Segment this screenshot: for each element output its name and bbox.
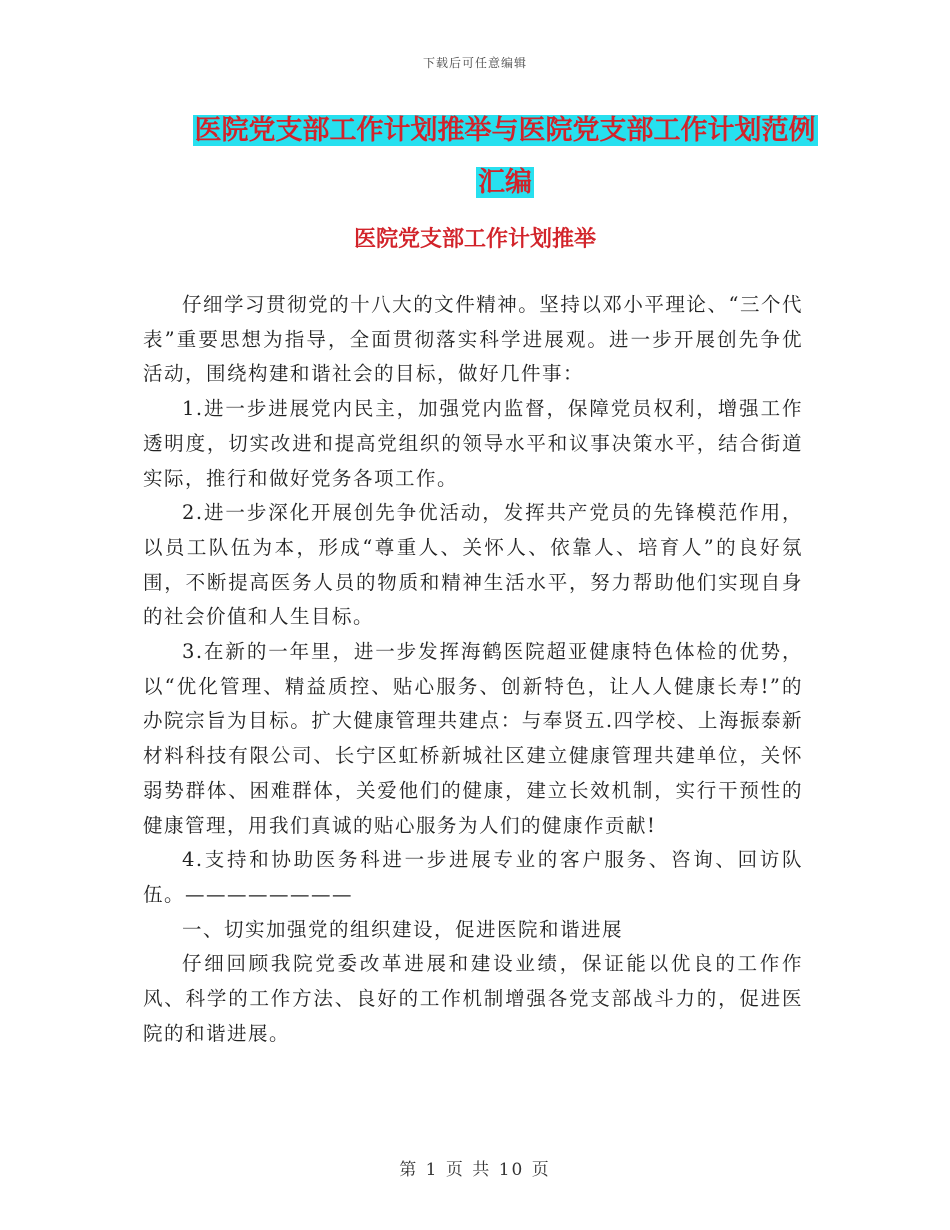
- header-note: 下载后可任意编辑: [422, 56, 527, 70]
- document-title-line2: 汇编: [478, 167, 532, 198]
- paragraph-item-4: 4.支持和协助医务科进一步进展专业的客户服务、咨询、回访队伍。————————: [143, 848, 803, 906]
- document-title-line1: 医院党支部工作计划推举与医院党支部工作计划范例: [194, 115, 816, 146]
- page-footer: 第 1 页 共 10 页: [399, 1160, 551, 1180]
- paragraph-intro: 仔细学习贯彻党的十八大的文件精神。坚持以邓小平理论、“三个代表”重要思想为指导，全面贯彻落实科学进展观。进一步开展创先争优活动，围绕构建和谐社会的目标，做好几件事：: [143, 293, 803, 386]
- paragraph-item-1: 1.进一步进展党内民主，加强党内监督，保障党员权利，增强工作透明度，切实改进和提高党组织的领导水平和议事决策水平，结合街道实际，推行和做好党务各项工作。: [143, 397, 803, 490]
- document-title: [185, 105, 825, 209]
- document-body: [143, 288, 803, 1051]
- paragraph-item-2: 2.进一步深化开展创先争优活动，发挥共产党员的先锋模范作用，以员工队伍为本，形成“尊重人、关怀人、依靠人、培育人”的良好氛围，不断提高医务人员的物质和精神生活水平，努力帮助他们实现自身的社会价值和人生目标。: [143, 501, 803, 629]
- paragraph-item-3: 3.在新的一年里，进一步发挥海鹤医院超亚健康特色体检的优势，以“优化管理、精益质控、贴心服务、创新特色，让人人健康长寿!”的办院宗旨为目标。扩大健康管理共建点：与奉贤五.四学校、上海振泰新材料科技有限公司、长宁区虹桥新城社区建立健康管理共建单位，关怀弱势群体、困难群体，关爱他们的健康，建立长效机制，实行干预性的健康管理，用我们真诚的贴心服务为人们的健康作贡献!: [143, 640, 803, 837]
- section-title: 医院党支部工作计划推举: [353, 227, 596, 252]
- paragraph-review: 仔细回顾我院党委改革进展和建设业绩，保证能以优良的工作作风、科学的工作方法、良好的工作机制增强各党支部战斗力的，促进医院的和谐进展。: [143, 952, 803, 1045]
- subheading-organization: 一、切实加强党的组织建设，促进医院和谐进展: [182, 917, 624, 941]
